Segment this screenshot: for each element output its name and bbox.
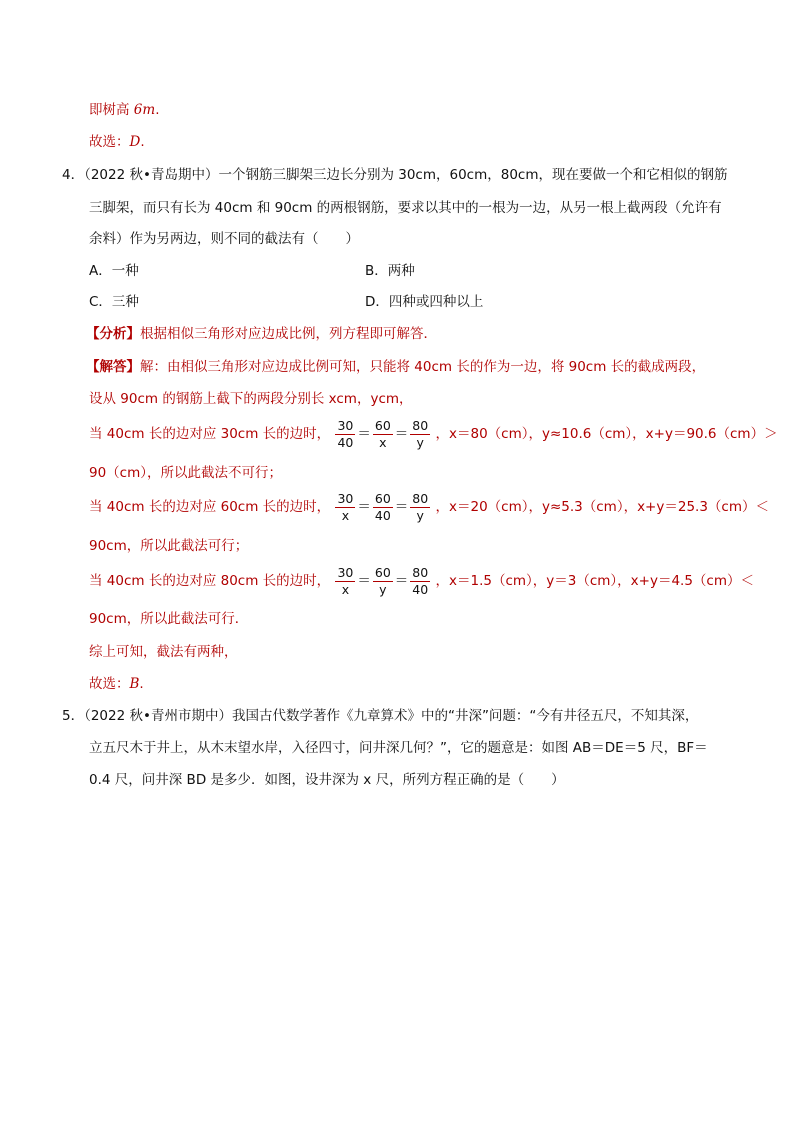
solution-line-2: 设从 90cm 的钢筋上截下的两段分别长 xcm，ycm， [89, 391, 413, 407]
case-1-result: ，x＝80（cm），y≈10.6（cm），x+y＝90.6（cm）＞ [435, 426, 778, 442]
answer-prefix: 故选： [89, 134, 130, 150]
fraction-numerator: 80 [412, 564, 429, 580]
case-1-fraction-3 [410, 418, 430, 451]
fraction-denominator: x [341, 507, 350, 523]
solution-tag: 【解答】 [86, 359, 140, 375]
case-2-line-2: 90cm，所以此截法可行； [89, 538, 249, 554]
analysis-line [86, 324, 437, 344]
case-2-fraction-3 [410, 491, 430, 524]
fraction-denominator: 40 [412, 581, 429, 597]
analysis-tag: 【分析】 [86, 326, 140, 342]
question-4-line-1: 4．（2022 秋•青岛期中）一个钢筋三脚架三边长分别为 30cm，60cm，80cm，现在要做一个和它相似的钢筋 [62, 167, 728, 183]
question-4-line-2: 三脚架，而只有长为 40cm 和 90cm 的两根钢筋，要求以其中的一根为一边，从另一根上截两段（允许有 [89, 200, 722, 216]
answer-suffix: . [139, 676, 144, 692]
option-b: B．两种 [365, 263, 415, 279]
answer-b-line [89, 674, 144, 694]
solution-line-1 [86, 357, 705, 377]
answer-d-line [89, 132, 145, 152]
fraction-denominator: x [379, 434, 387, 450]
question-5-line-1: 5．（2022 秋•青州市期中）我国古代数学著作《九章算术》中的“井深”问题：“今有井径五尺，不知其深， [62, 708, 699, 724]
question-5-line-2: 立五尺木于井上，从木末望水岸，入径四寸，问井深几何？”，它的题意是：如图 AB＝DE＝5 尺，BF＝ [89, 740, 708, 756]
option-a: A．一种 [89, 263, 139, 279]
case-2-proportion [334, 487, 431, 527]
case-2-result: ，x＝20（cm），y≈5.3（cm），x+y＝25.3（cm）＜ [435, 499, 769, 515]
case-3-result: ，x＝1.5（cm），y＝3（cm），x+y＝4.5（cm）＜ [435, 573, 754, 589]
equals-sign: ＝ [357, 499, 371, 515]
case-3-proportion [334, 561, 431, 601]
case-1-fraction-2 [373, 418, 393, 451]
equals-sign: ＝ [357, 573, 371, 589]
answer-suffix: . [140, 134, 145, 150]
fraction-numerator: 60 [374, 564, 391, 580]
fraction-numerator: 80 [412, 417, 429, 433]
fraction-numerator: 30 [337, 490, 354, 506]
fraction-numerator: 30 [337, 417, 354, 433]
option-c: C．三种 [89, 294, 139, 310]
tree-height-prefix: 即树高 [89, 102, 134, 118]
fraction-denominator: y [416, 434, 424, 450]
case-3-fraction-3 [410, 565, 430, 598]
answer-letter: D [129, 134, 141, 150]
case-3-line-2: 90cm，所以此截法可行． [89, 611, 249, 627]
solution-text-1: 解：由相似三角形对应边成比例可知，只能将 40cm 长的作为一边，将 90cm 长的截成两段， [140, 359, 706, 375]
equals-sign: ＝ [394, 499, 409, 515]
case-1-prefix: 当 40cm 长的边对应 30cm 长的边时， [89, 426, 331, 442]
fraction-denominator: 40 [337, 434, 354, 450]
case-2-fraction-2 [373, 491, 393, 524]
fraction-denominator: y [416, 507, 424, 523]
fraction-denominator: x [341, 581, 350, 597]
tree-height-value: 6m [133, 102, 156, 118]
fraction-numerator: 60 [374, 417, 391, 433]
fraction-numerator: 80 [412, 490, 429, 506]
answer-prefix: 故选： [89, 676, 130, 692]
case-3-fraction-2 [373, 565, 393, 598]
case-2-prefix: 当 40cm 长的边对应 60cm 长的边时， [89, 499, 331, 515]
equals-sign: ＝ [394, 573, 409, 589]
analysis-text: 根据相似三角形对应边成比例，列方程即可解答． [140, 326, 437, 342]
case-3-line [89, 561, 754, 601]
answer-letter: B [129, 676, 140, 692]
case-2-fraction-1 [335, 491, 355, 524]
case-2-line [89, 487, 769, 527]
fraction-denominator: 40 [374, 507, 391, 523]
fraction-numerator: 60 [374, 490, 391, 506]
equals-sign: ＝ [357, 426, 371, 442]
fraction-denominator: y [379, 581, 387, 597]
summary-line: 综上可知，截法有两种， [89, 644, 238, 660]
case-1-line [89, 414, 778, 454]
case-3-prefix: 当 40cm 长的边对应 80cm 长的边时， [89, 573, 331, 589]
case-3-fraction-1 [335, 565, 355, 598]
question-4-line-3: 余料）作为另两边，则不同的截法有（ ） [89, 231, 359, 247]
case-1-proportion [334, 414, 431, 454]
case-1-fraction-1 [335, 418, 355, 451]
option-d: D．四种或四种以上 [365, 294, 484, 310]
tree-height-line [89, 100, 159, 120]
fraction-numerator: 30 [337, 564, 354, 580]
tree-height-suffix: . [155, 102, 160, 118]
equals-sign: ＝ [394, 426, 409, 442]
case-1-line-2: 90（cm），所以此截法不可行； [89, 465, 283, 481]
question-5-line-3: 0.4 尺，问井深 BD 是多少．如图，设井深为 x 尺，所列方程正确的是（ ） [89, 772, 565, 788]
